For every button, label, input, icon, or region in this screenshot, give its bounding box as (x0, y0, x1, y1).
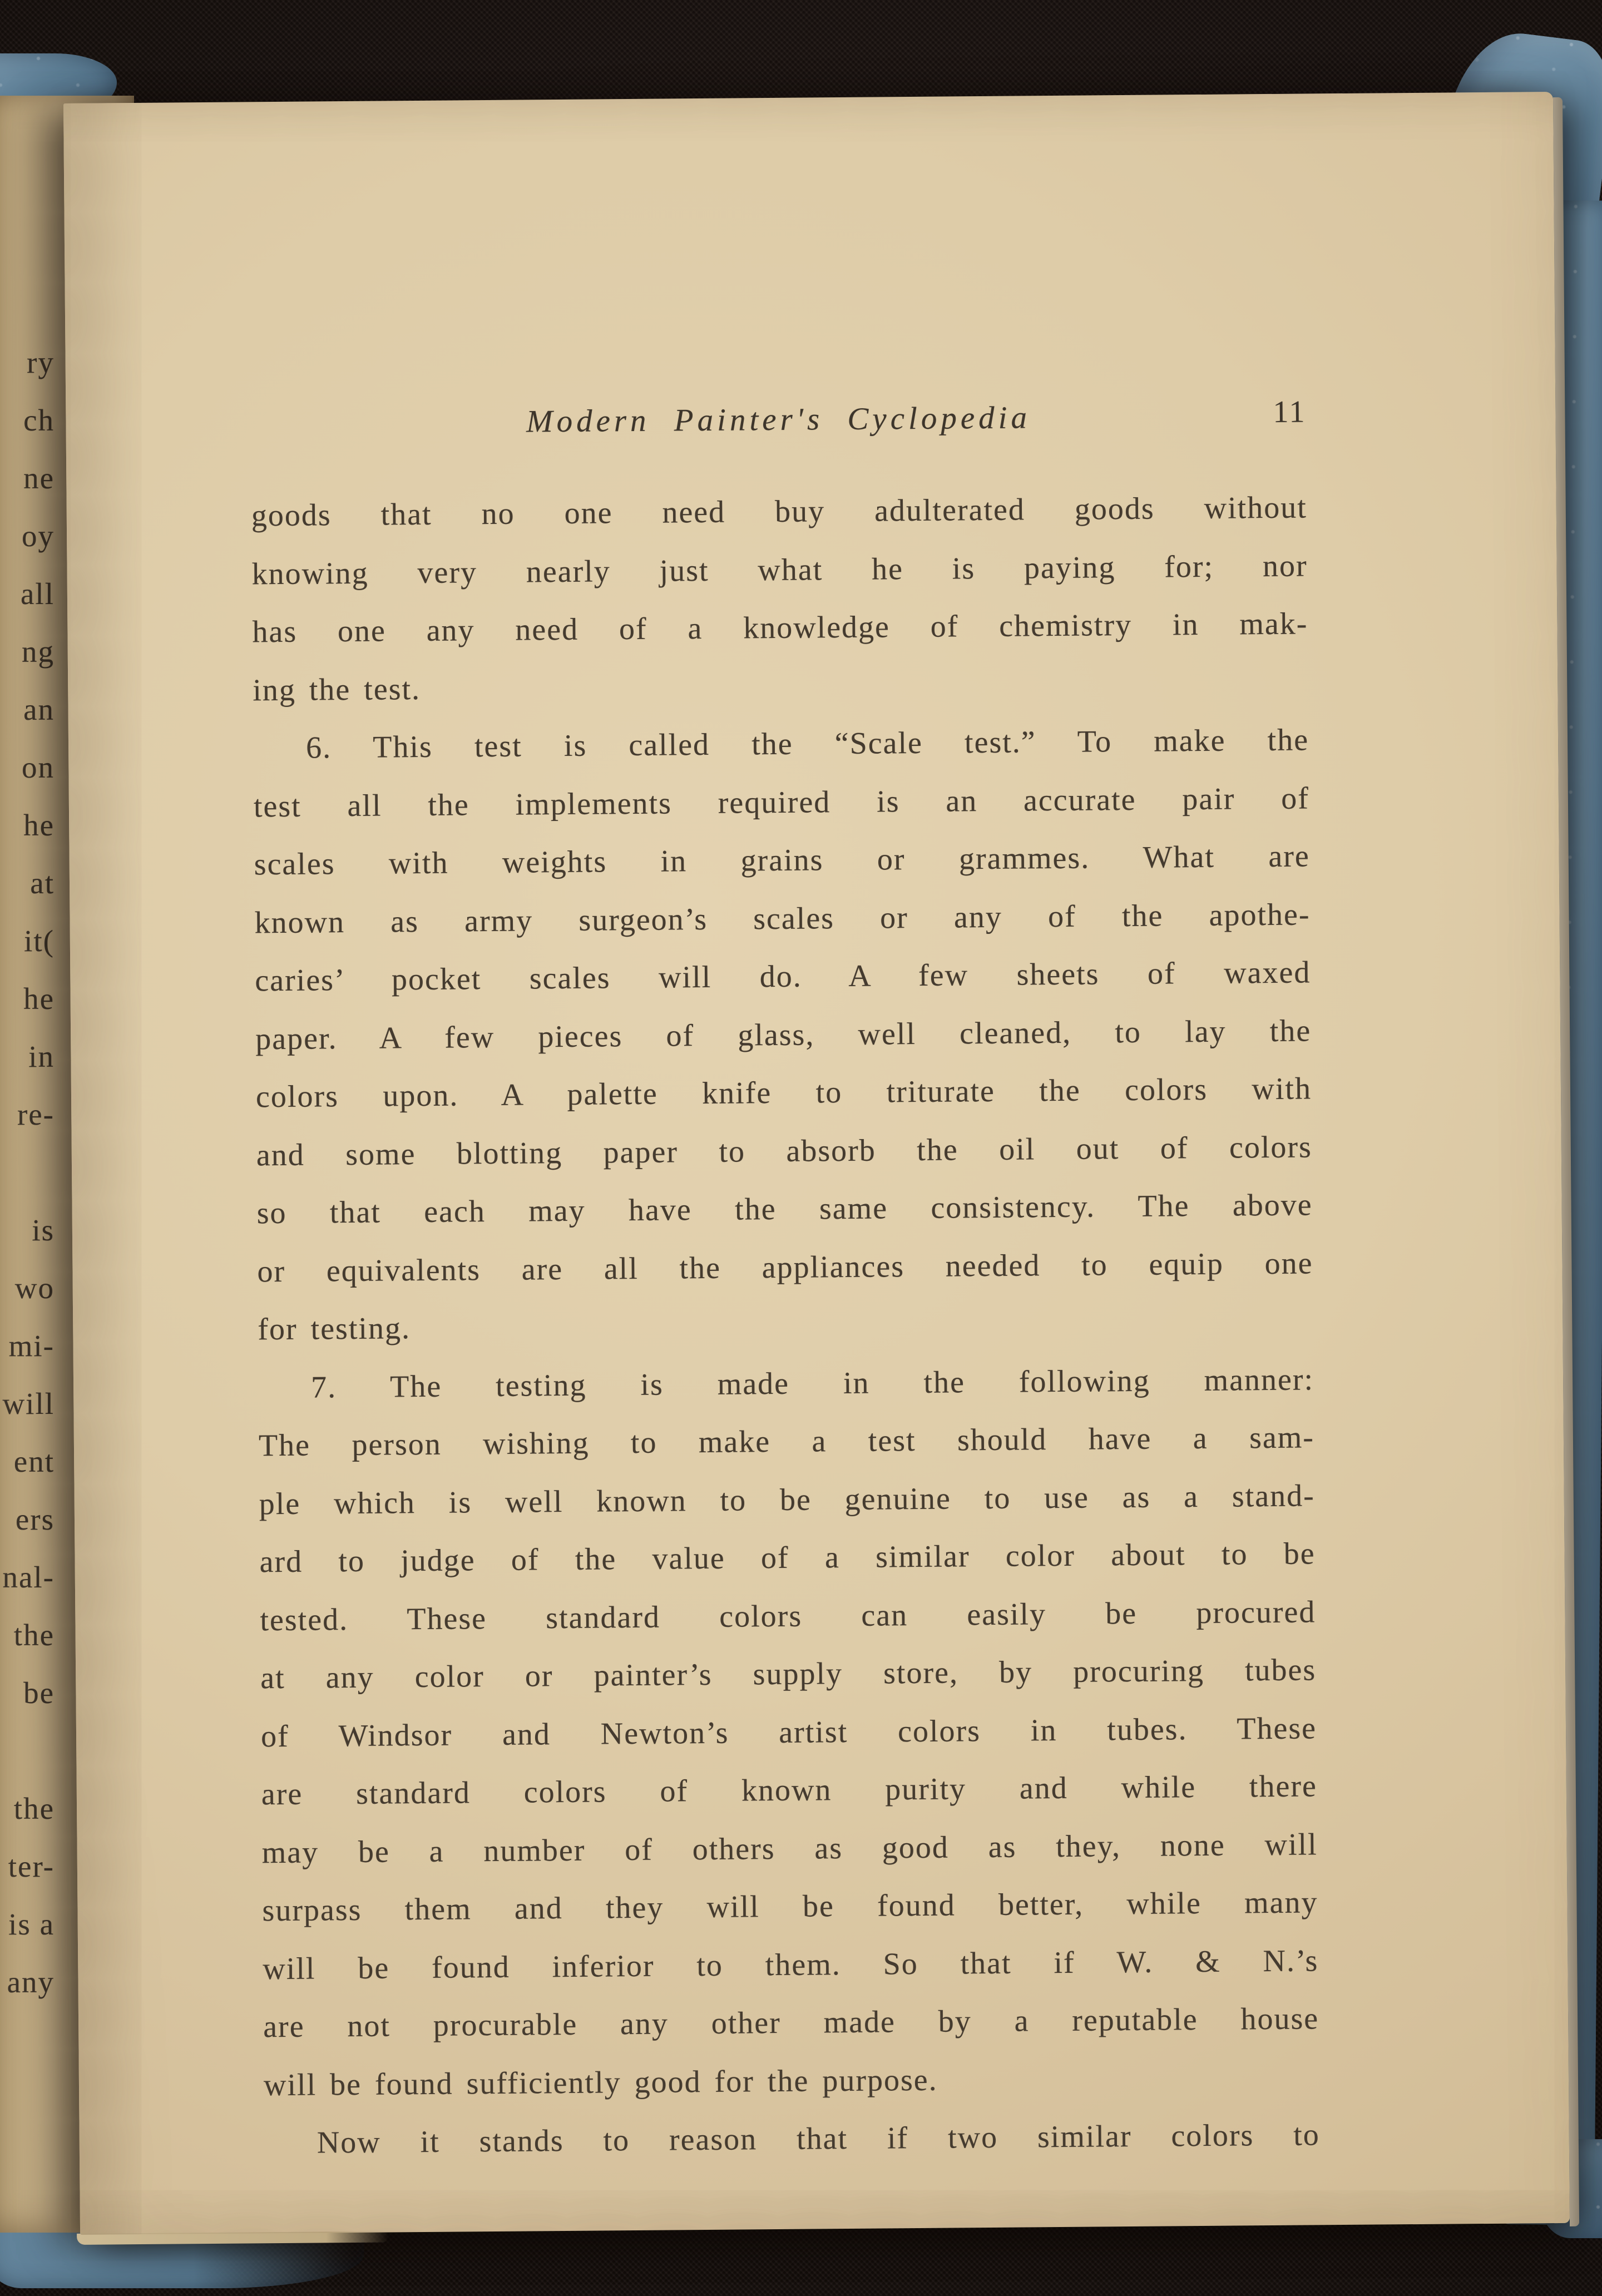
facing-page-fragment: ry (27, 345, 55, 379)
facing-page-fragment: re- (17, 1097, 55, 1131)
facing-page-fragment: he (23, 982, 55, 1016)
facing-page-fragment: ter- (8, 1849, 55, 1883)
text-line: ing the test. (253, 671, 421, 707)
text-line: scales with weights in grains or grammes. What are (254, 839, 1310, 882)
running-title: Modern Painter's Cyclopedia (526, 400, 1031, 439)
facing-page-fragment: any (7, 1965, 55, 1999)
text-line: at any color or painter’s supply store, by procuring tubes (260, 1652, 1317, 1696)
text-line: will be found inferior to them. So that if W. & N.’s (263, 1943, 1319, 1986)
facing-page-fragment: be (23, 1676, 55, 1710)
text-line: paper. A few pieces of glass, well cleaned, to lay the (255, 1013, 1312, 1056)
facing-page-fragment: all (21, 577, 55, 611)
facing-page-fragment (0, 1144, 55, 1201)
running-head (250, 394, 1307, 446)
text-line: of Windsor and Newton’s artist colors in tubes. These (260, 1710, 1317, 1754)
text-line: surpass them and they will be found better, while many (262, 1885, 1318, 1928)
facing-page-fragment: it( (24, 924, 55, 958)
text-line: tested. These standard colors can easily be procured (260, 1594, 1316, 1637)
facing-page-fragment: ng (22, 635, 55, 669)
book-page (63, 92, 1570, 2235)
facing-page-fragment: ch (23, 403, 55, 437)
facing-page-fragment (0, 1722, 55, 1780)
page-number: 11 (1273, 394, 1307, 429)
text-line: 7. The testing is made in the following manner: (310, 1362, 1314, 1405)
facing-page-fragment: is a (8, 1907, 55, 1941)
facing-page-fragment: the (13, 1618, 55, 1652)
text-line: Now it stands to reason that if two similar colors to (317, 2117, 1320, 2160)
facing-page-fragment: ne (23, 461, 55, 495)
facing-page-fragment: will (2, 1387, 55, 1421)
text-line: colors upon. A palette knife to triturate the colors with (255, 1071, 1312, 1115)
text-line: are standard colors of known purity and while there (261, 1769, 1318, 1812)
text-line: so that each may have the same consistency. The above (256, 1187, 1313, 1231)
body-text (251, 478, 1320, 2172)
text-line: will be found sufficiently good for the purpose. (263, 2062, 938, 2102)
text-line: ple which is well known to be genuine to use as a stand- (259, 1478, 1315, 1521)
facing-page-fragment: mi- (8, 1329, 55, 1363)
facing-page-fragment: in (28, 1040, 55, 1073)
text-line: known as army surgeon’s scales or any of the apothe- (254, 897, 1311, 940)
facing-page-fragment: ent (13, 1444, 55, 1478)
text-line: caries’ pocket scales will do. A few sheets of waxed (255, 955, 1311, 998)
text-line: test all the implements required is an accurate pair of (253, 780, 1310, 824)
text-line: may be a number of others as good as they, none will (261, 1827, 1318, 1870)
facing-page-fragment: on (22, 750, 55, 784)
text-line: ard to judge of the value of a similar color about to be (259, 1536, 1316, 1580)
facing-page-fragment: ers (15, 1502, 55, 1536)
facing-page-fragment: wo (14, 1271, 55, 1305)
text-line: knowing very nearly just what he is paying for; nor (251, 548, 1308, 591)
facing-page-fragment: he (23, 808, 55, 842)
facing-page-fragment: nal- (2, 1560, 55, 1594)
facing-page-fragment: the (13, 1792, 55, 1825)
text-line: The person wishing to make a test should have a sam- (258, 1420, 1315, 1463)
facing-page-fragment: is (32, 1213, 55, 1247)
facing-page-fragment: oy (22, 519, 55, 553)
text-line: 6. This test is called the “Scale test.” To make the (305, 723, 1309, 765)
facing-page-fragment: an (23, 692, 55, 726)
text-line: are not procurable any other made by a reputable house (263, 2001, 1319, 2045)
text-line: has one any need of a knowledge of chemistry in mak- (252, 606, 1308, 650)
text-line: and some blotting paper to absorb the oil out of colors (256, 1129, 1313, 1172)
text-line: or equivalents are all the appliances needed to equip one (257, 1245, 1313, 1289)
text-line: goods that no one need buy adulterated goods without (251, 490, 1308, 533)
facing-page-fragment: at (30, 866, 55, 900)
text-line: for testing. (258, 1311, 411, 1347)
